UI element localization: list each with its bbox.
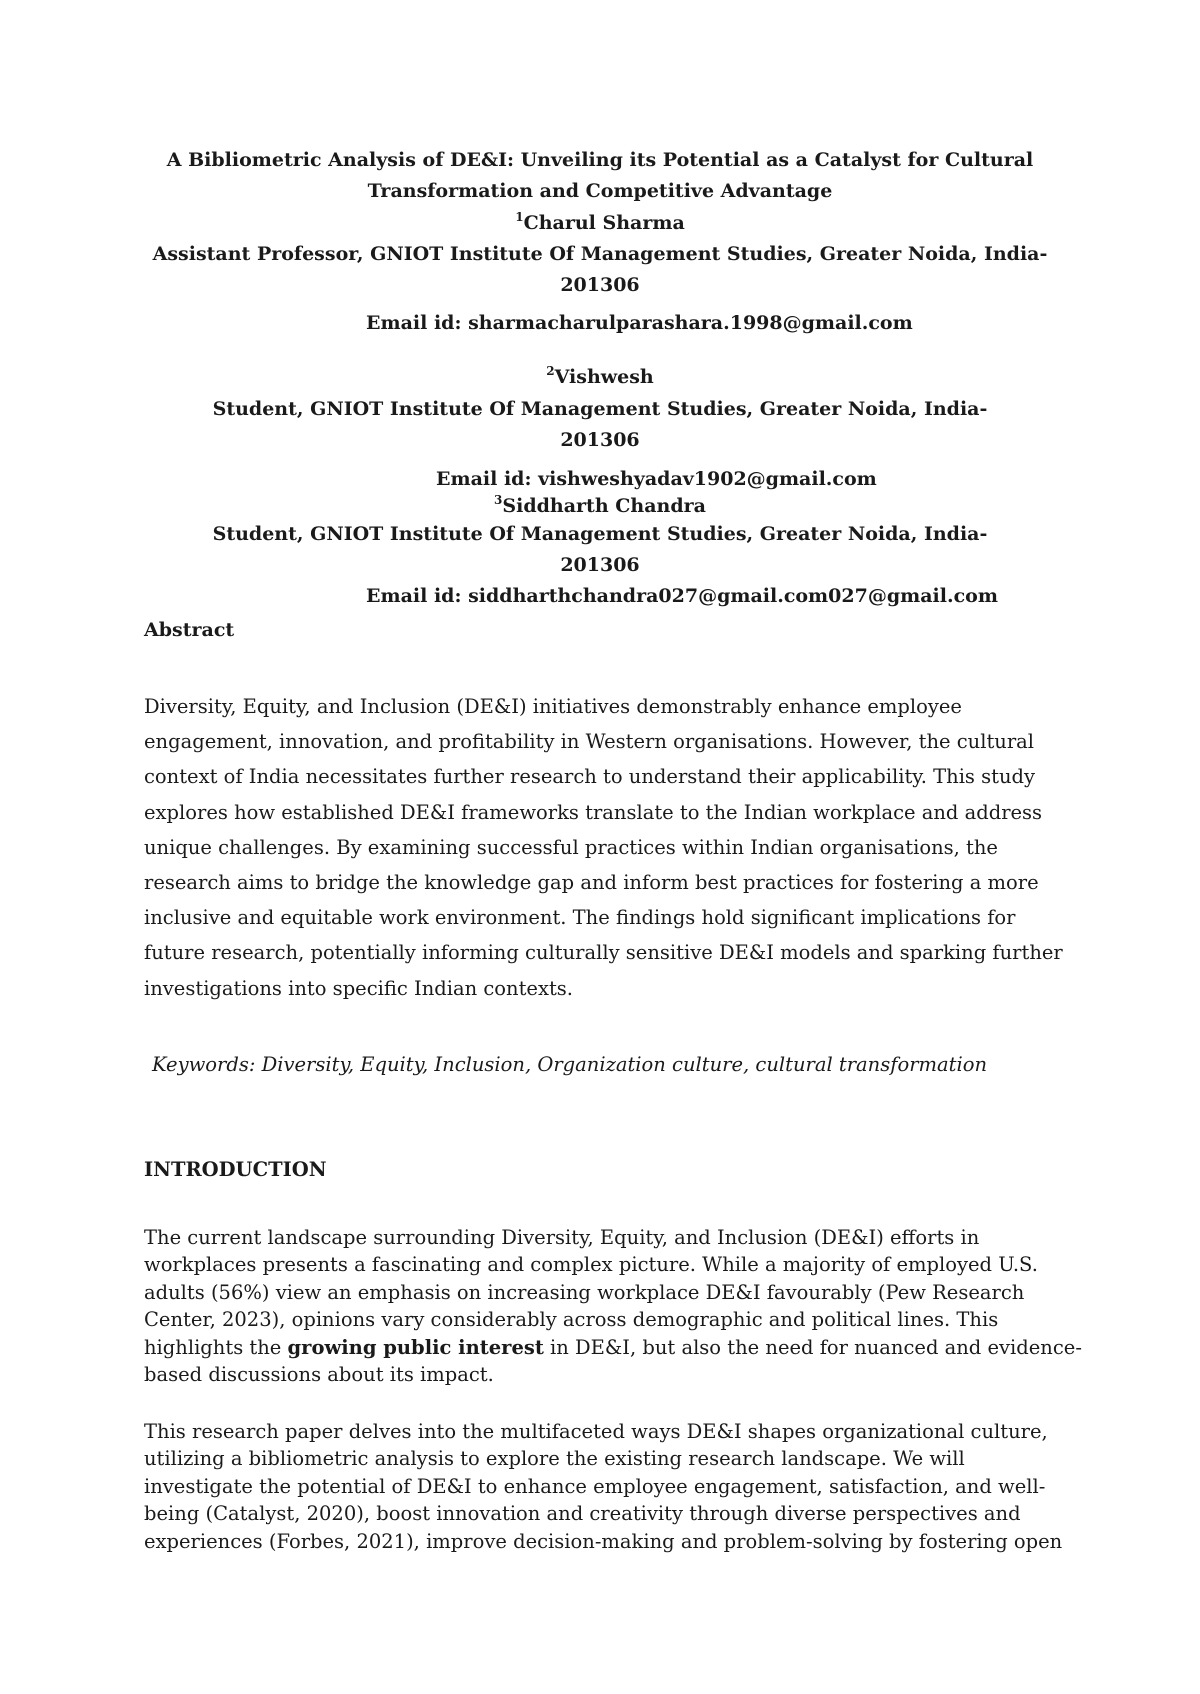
abstract-line: engagement, innovation, and profitability in Western organisations. However, the cultural	[144, 730, 1035, 754]
abstract-line: unique challenges. By examining successful practices within Indian organisations, the	[144, 835, 998, 859]
author-3-affiliation-line-2: 201306	[560, 554, 640, 576]
abstract-line: inclusive and equitable work environment. The findings hold significant implications for	[144, 906, 1016, 930]
text-run: highlights the	[144, 1335, 288, 1359]
author-3-name-text: Siddharth Chandra	[502, 495, 706, 517]
abstract-line: investigations into specific Indian contexts.	[144, 976, 573, 1000]
author-3-affiliation-line-1: Student, GNIOT Institute Of Management Studies, Greater Noida, India-	[212, 523, 988, 545]
keywords: Keywords: Diversity, Equity, Inclusion, Organization culture, cultural transformation	[152, 1053, 988, 1076]
emphasis-growing-public-interest: growing public interest	[287, 1335, 544, 1359]
paragraph-line	[144, 1334, 1082, 1361]
author-2-name	[0, 366, 1200, 388]
paragraph-line: investigate the potential of DE&I to enhance employee engagement, satisfaction, and well-	[144, 1474, 1046, 1498]
paper-title-line-1: A Bibliometric Analysis of DE&I: Unveiling its Potential as a Catalyst for Cultural	[166, 149, 1034, 171]
author-1-affiliation-line-1: Assistant Professor, GNIOT Institute Of Management Studies, Greater Noida, India-	[152, 243, 1048, 265]
introduction-heading: INTRODUCTION	[144, 1158, 327, 1181]
author-1-name	[0, 212, 1200, 234]
abstract-line: Diversity, Equity, and Inclusion (DE&I) initiatives demonstrably enhance employee	[144, 695, 962, 718]
paragraph-line: being (Catalyst, 2020), boost innovation and creativity through diverse perspectives and	[144, 1502, 1021, 1526]
author-3-name	[0, 495, 1200, 517]
paragraph-line: Center, 2023), opinions vary considerably across demographic and political lines. This	[144, 1308, 999, 1332]
paragraph-line: experiences (Forbes, 2021), improve decision-making and problem-solving by fostering open	[144, 1529, 1063, 1553]
paragraph-line: This research paper delves into the multifaceted ways DE&I shapes organizational culture,	[144, 1420, 1048, 1443]
author-2-affiliation-line-1: Student, GNIOT Institute Of Management Studies, Greater Noida, India-	[212, 398, 988, 420]
text-run: in DE&I, but also the need for nuanced and evidence-	[543, 1335, 1082, 1359]
abstract-line: future research, potentially informing culturally sensitive DE&I models and sparking further	[144, 941, 1063, 965]
author-2-affiliation-line-2: 201306	[560, 429, 640, 451]
author-1-number: 1	[515, 210, 524, 224]
author-3-number: 3	[494, 493, 503, 507]
author-1-affiliation-line-2: 201306	[560, 274, 640, 296]
paragraph-line: adults (56%) view an emphasis on increasing workplace DE&I favourably (Pew Research	[144, 1280, 1025, 1304]
paper-title-line-2: Transformation and Competitive Advantage	[367, 180, 833, 202]
introduction-paragraph-1	[144, 1224, 1082, 1388]
author-1-name-text: Charul Sharma	[523, 212, 685, 234]
author-2-email: Email id: vishweshyadav1902@gmail.com	[436, 468, 877, 490]
author-1-email: Email id: sharmacharulparashara.1998@gmail.com	[366, 312, 913, 334]
abstract-line: explores how established DE&I frameworks translate to the Indian workplace and address	[144, 800, 1043, 824]
paragraph-line: based discussions about its impact.	[144, 1363, 494, 1387]
paragraph-line: The current landscape surrounding Diversity, Equity, and Inclusion (DE&I) efforts in	[144, 1226, 980, 1249]
abstract-line: research aims to bridge the knowledge gap and inform best practices for fostering a more	[144, 871, 1039, 895]
introduction-paragraph-2	[144, 1418, 1064, 1555]
paragraph-line: utilizing a bibliometric analysis to explore the existing research landscape. We will	[144, 1447, 965, 1471]
abstract-heading: Abstract	[144, 619, 235, 641]
author-2-name-text: Vishwesh	[554, 366, 654, 388]
author-3-email: Email id: siddharthchandra027@gmail.com027@gmail.com	[366, 585, 998, 607]
paragraph-line: workplaces presents a fascinating and complex picture. While a majority of employed U.S.	[144, 1253, 1038, 1277]
abstract-body	[144, 689, 1064, 1006]
author-2-number: 2	[546, 364, 555, 378]
abstract-line: context of India necessitates further research to understand their applicability. This study	[144, 765, 1036, 789]
